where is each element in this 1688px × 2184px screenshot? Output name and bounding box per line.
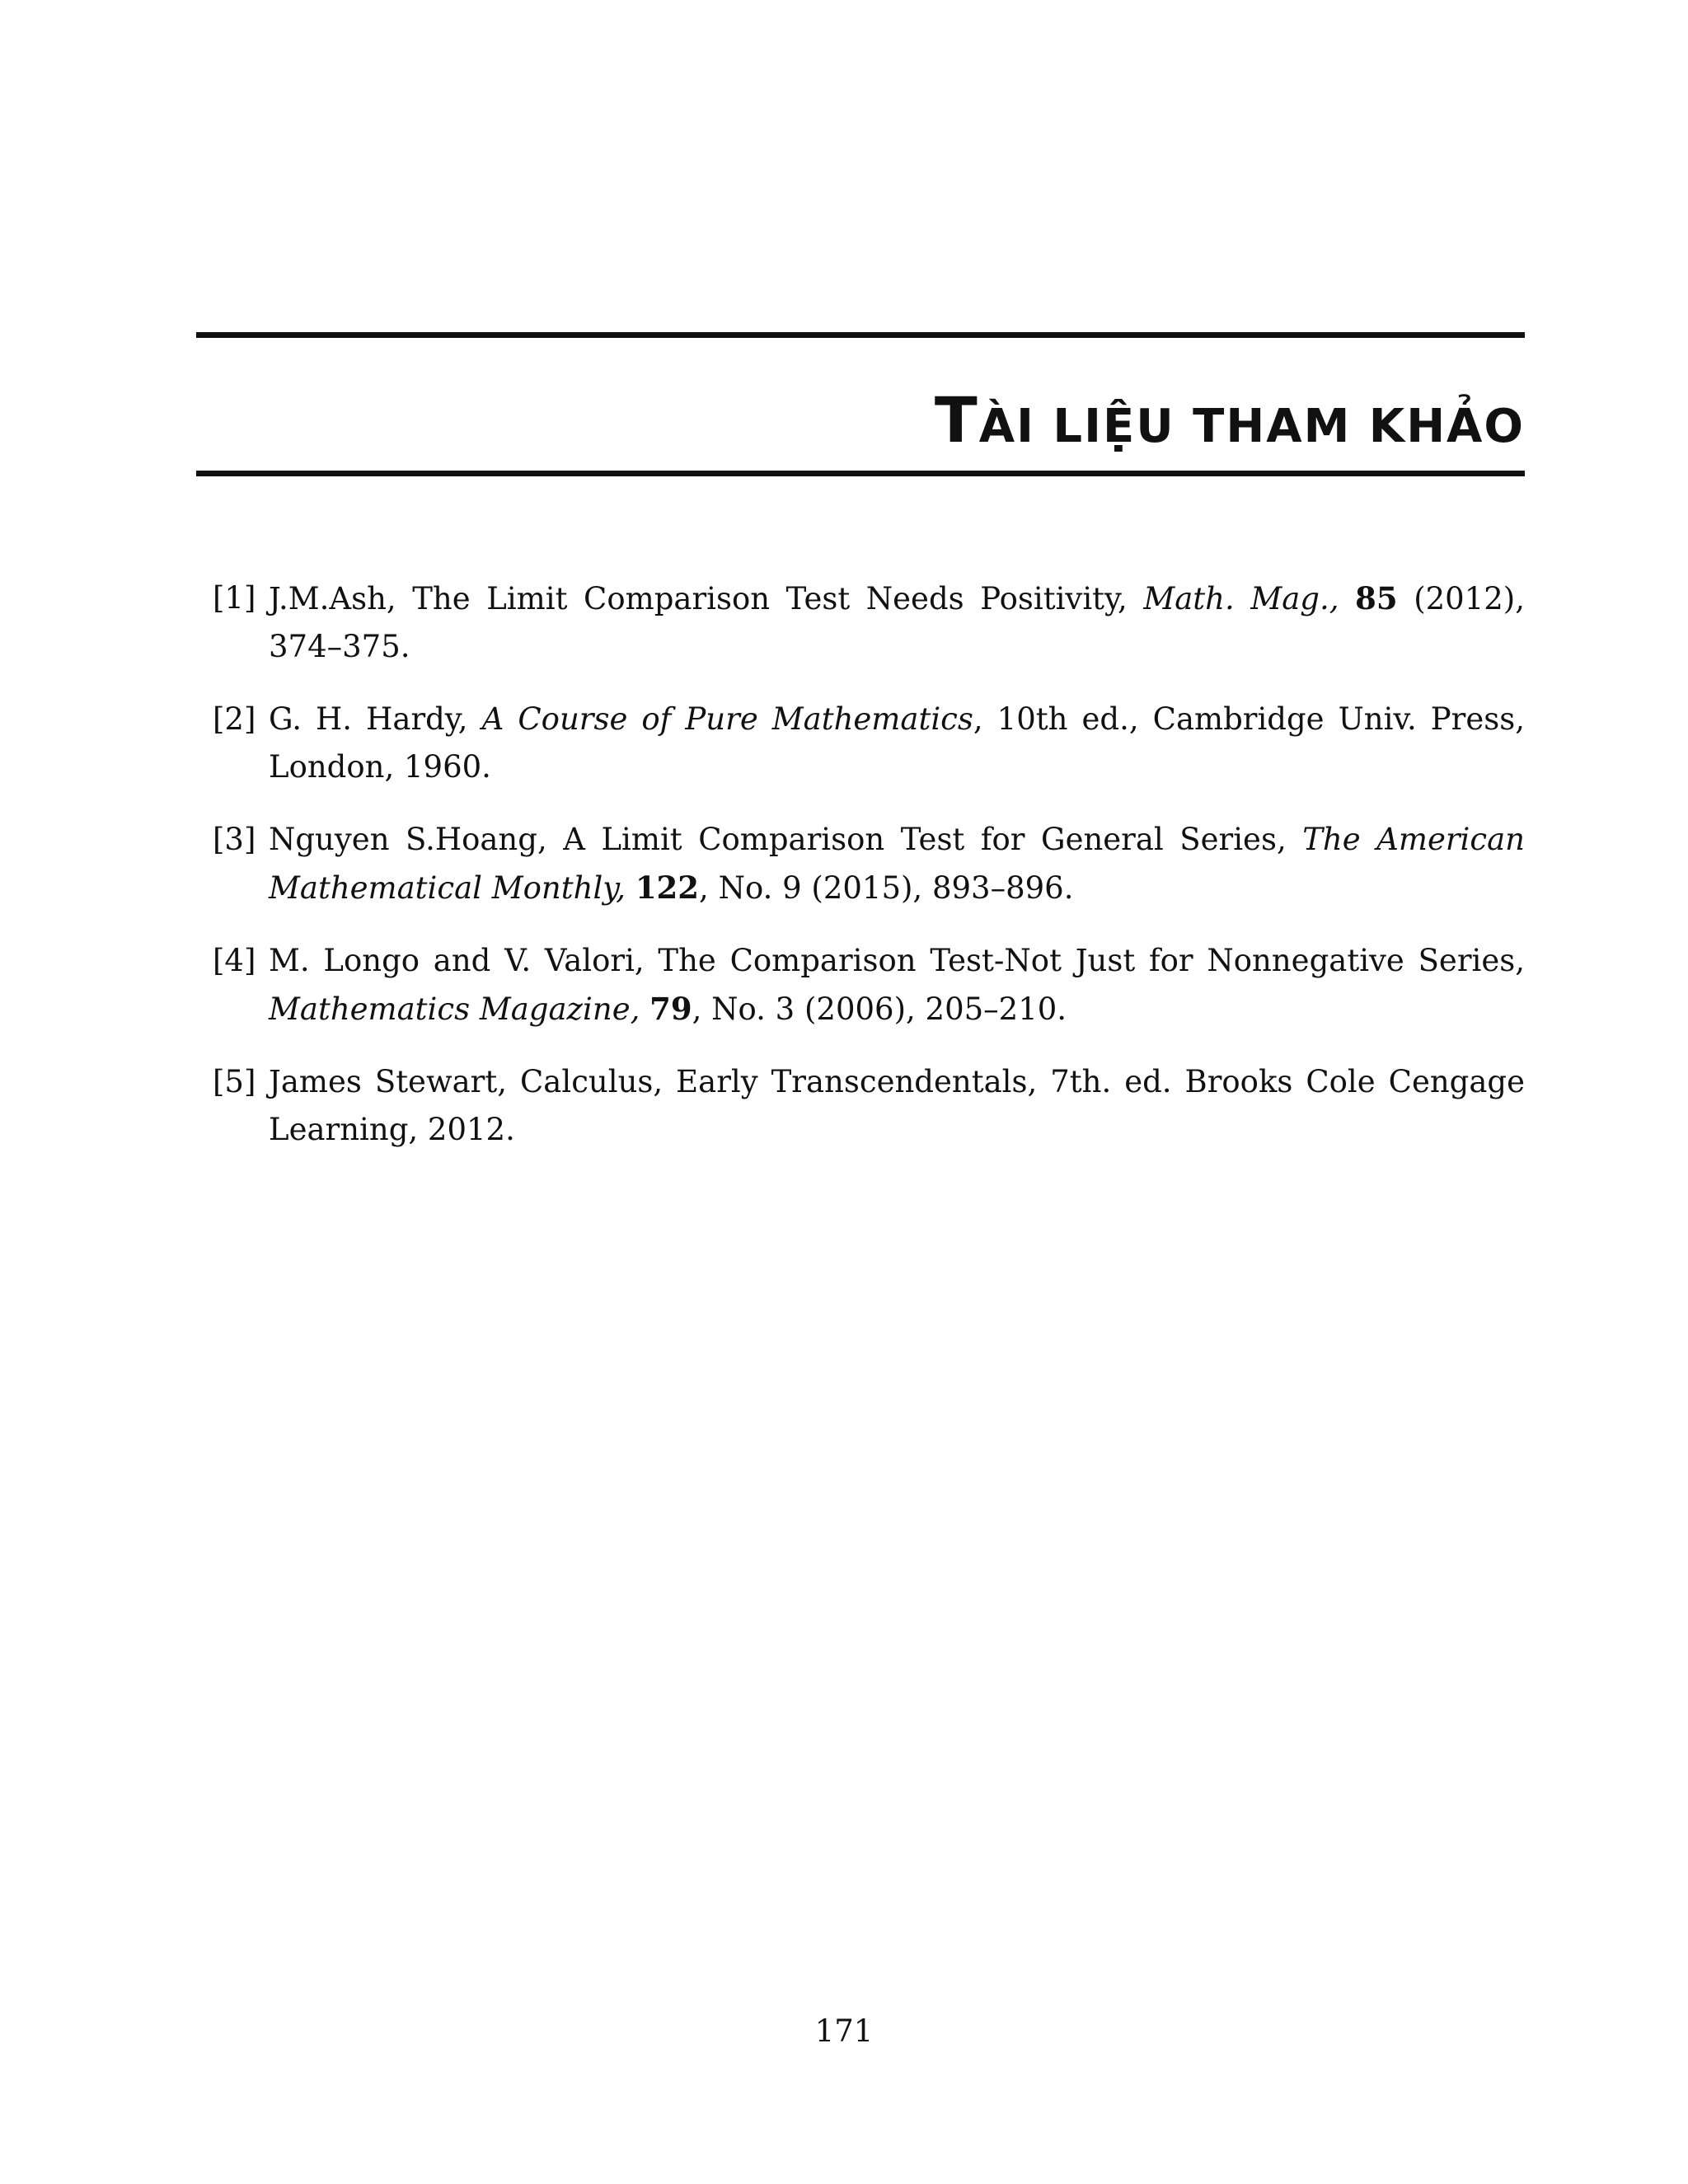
reference-text-part: G. H. Hardy, bbox=[269, 701, 482, 737]
reference-item bbox=[213, 1058, 1525, 1154]
volume-number: 122 bbox=[635, 869, 700, 906]
reference-text-part bbox=[640, 991, 649, 1027]
chapter-title bbox=[934, 383, 1525, 460]
reference-text-part: M. Longo and V. Valori, The Comparison Test-Not Just for Nonnegative Series, bbox=[269, 943, 1525, 978]
reference-text bbox=[269, 701, 1525, 785]
page-number: 171 bbox=[814, 2013, 874, 2049]
top-rule bbox=[196, 332, 1525, 338]
reference-number: [3] bbox=[213, 822, 256, 857]
reference-text bbox=[269, 1064, 1525, 1147]
chapter-title-initial: T bbox=[934, 383, 979, 457]
reference-number: [2] bbox=[213, 701, 256, 737]
volume-number: 85 bbox=[1355, 580, 1398, 616]
journal-name: The American Mathematical Monthly, bbox=[269, 822, 1525, 906]
journal-name: Math. Mag., bbox=[1143, 581, 1339, 616]
reference-number: [5] bbox=[213, 1064, 256, 1099]
reference-text-part bbox=[626, 870, 635, 906]
reference-item bbox=[213, 696, 1525, 791]
reference-text bbox=[269, 822, 1525, 906]
reference-text-part: James Stewart, Calculus, Early Transcendentals, 7th. ed. Brooks Cole Cengage Learning, 2012. bbox=[269, 1064, 1525, 1147]
reference-text bbox=[269, 581, 1525, 664]
reference-text-part: Nguyen S.Hoang, A Limit Comparison Test for General Series, bbox=[269, 822, 1303, 857]
reference-text bbox=[269, 943, 1525, 1027]
reference-list bbox=[213, 574, 1525, 1179]
reference-text-part: , 10th ed., Cambridge Univ. Press, London, 1960. bbox=[269, 701, 1525, 785]
bottom-rule bbox=[196, 471, 1525, 476]
reference-text-part bbox=[1339, 581, 1356, 616]
reference-number: [4] bbox=[213, 943, 256, 978]
reference-item bbox=[213, 937, 1525, 1033]
chapter-title-rest: ÀI LIỆU THAM KHẢO bbox=[978, 400, 1525, 453]
reference-text-part: , No. 9 (2015), 893–896. bbox=[699, 870, 1074, 906]
volume-number: 79 bbox=[649, 991, 692, 1027]
journal-name: Mathematics Magazine, bbox=[269, 991, 640, 1027]
reference-text-part: (2012), 374–375. bbox=[269, 581, 1525, 664]
book-title: A Course of Pure Mathematics bbox=[481, 701, 973, 737]
reference-number: [1] bbox=[213, 580, 256, 616]
reference-text-part: , No. 3 (2006), 205–210. bbox=[692, 991, 1067, 1027]
reference-item bbox=[213, 574, 1525, 671]
reference-item bbox=[213, 816, 1525, 912]
reference-text-part: J.M.Ash, The Limit Comparison Test Needs Positivity, bbox=[269, 581, 1144, 616]
